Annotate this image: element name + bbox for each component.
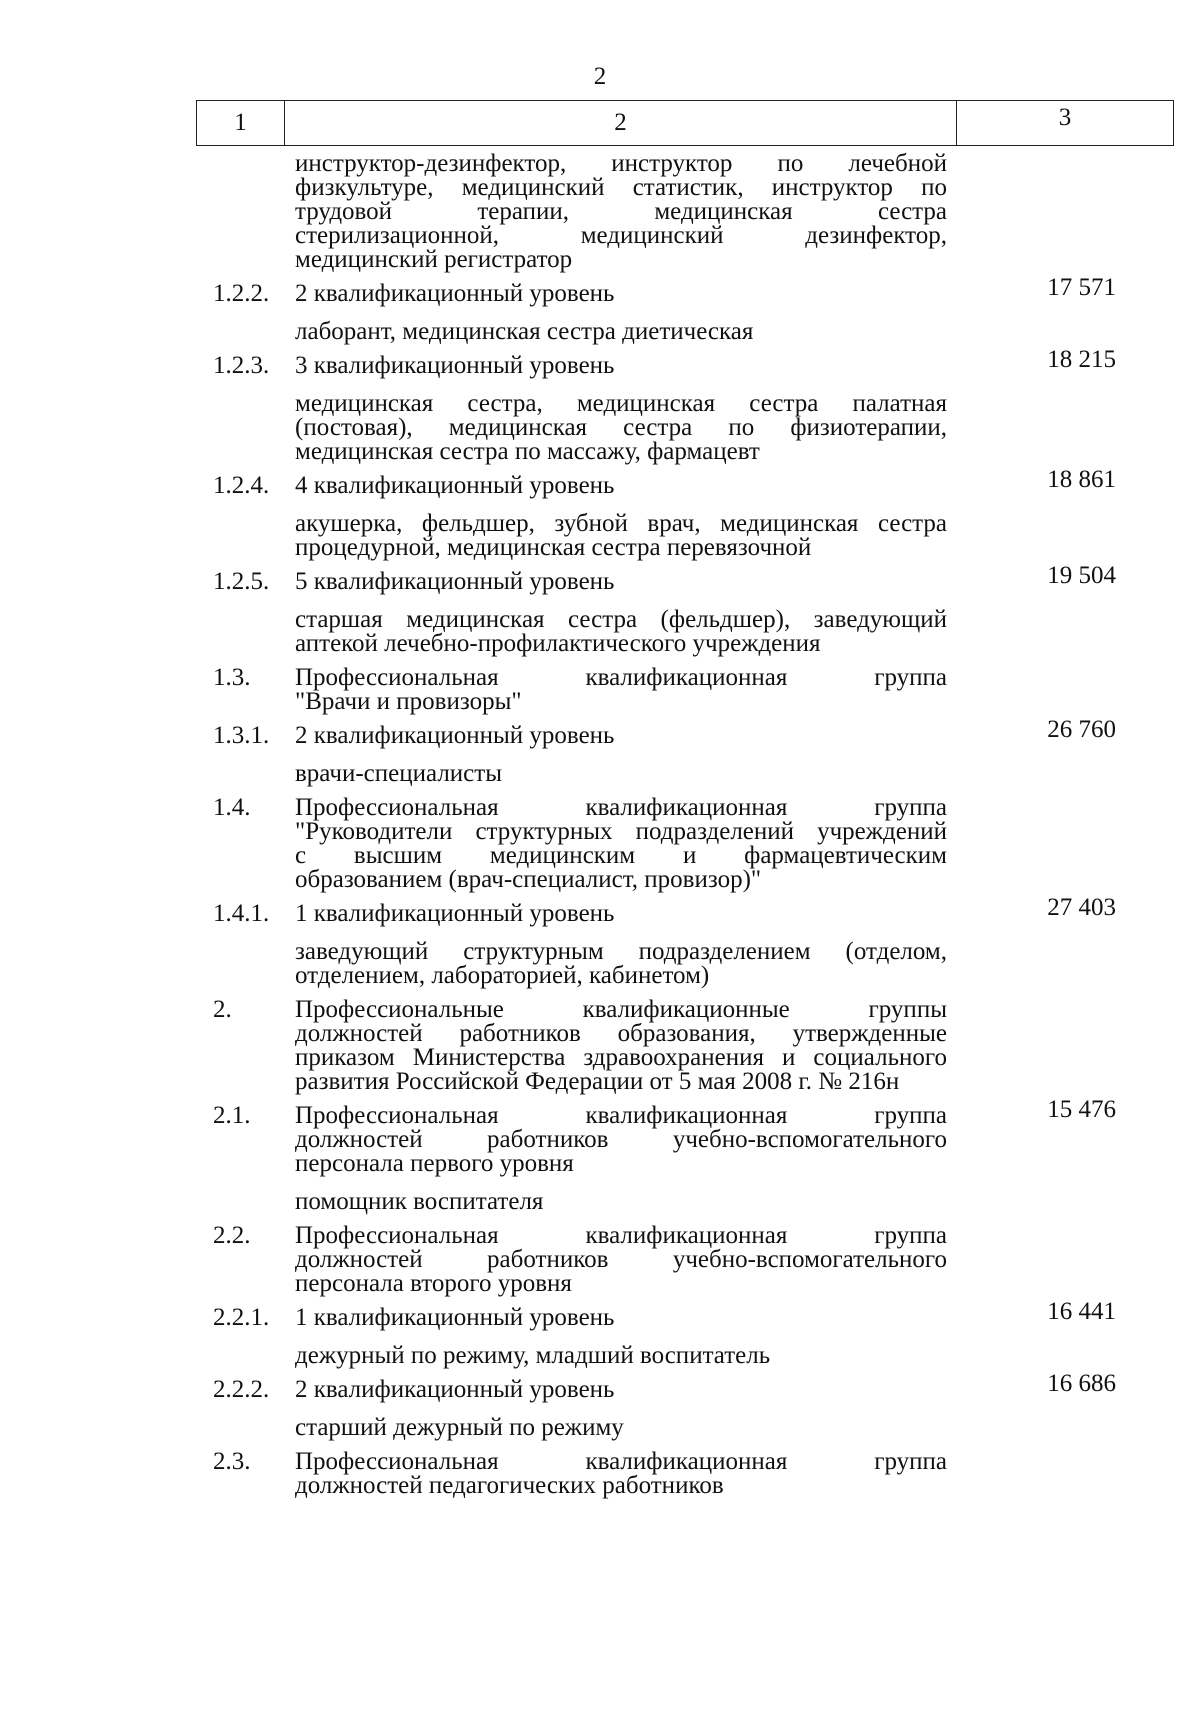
table-row: [0, 274, 1200, 345]
row-salary-value: 19 504: [1047, 562, 1116, 589]
row-salary-value: 18 861: [1047, 466, 1116, 493]
row-description: [295, 1306, 947, 1368]
table-row: [0, 1096, 1200, 1215]
row-subtitle-line: заведующий структурным подразделением (отделом,: [295, 938, 947, 965]
row-salary-value: 15 476: [1047, 1096, 1116, 1123]
row-title: 1 квалификационный уровень: [295, 1304, 615, 1331]
row-subtitle: дежурный по режиму, младший воспитатель: [295, 1342, 771, 1369]
row-title-line: "Руководители структурных подразделений учреждений: [295, 818, 947, 845]
row-description: [295, 474, 947, 560]
row-number: 2.2.2.: [213, 1376, 270, 1403]
row-title: 1 квалификационный уровень: [295, 900, 615, 927]
row-title-line: медицинский регистратор: [295, 246, 573, 273]
row-title: 2 квалификационный уровень: [295, 722, 615, 749]
row-title: 3 квалификационный уровень: [295, 352, 615, 379]
table-row: [0, 1224, 1200, 1296]
table-header: [196, 100, 1174, 146]
row-title-line: образованием (врач-специалист, провизор)": [295, 866, 762, 893]
row-title-line: трудовой терапии, медицинская сестра: [295, 198, 947, 225]
row-description: [295, 1378, 947, 1440]
row-title-line: стерилизационной, медицинский дезинфектор,: [295, 222, 947, 249]
row-number: 2.: [213, 996, 232, 1023]
row-subtitle-line: (постовая), медицинская сестра по физиотерапии,: [295, 414, 947, 441]
row-description: [295, 152, 947, 272]
row-number: 2.2.: [213, 1222, 251, 1249]
row-number: 1.3.: [213, 664, 251, 691]
row-description: [295, 570, 947, 656]
row-title-line: Профессиональная квалификационная группа: [295, 1448, 947, 1475]
table-row: [0, 1370, 1200, 1441]
row-salary-value: 18 215: [1047, 346, 1116, 373]
table-row: [0, 152, 1200, 272]
row-number: 2.1.: [213, 1102, 251, 1129]
row-subtitle-line: процедурной, медицинская сестра перевязочной: [295, 534, 812, 561]
row-number: 1.4.1.: [213, 900, 270, 927]
row-title-line: персонала первого уровня: [295, 1150, 574, 1177]
row-title-line: должностей педагогических работников: [295, 1472, 724, 1499]
row-salary-value: 17 571: [1047, 274, 1116, 301]
header-col-2: 2: [285, 101, 957, 145]
row-title-line: инструктор-дезинфектор, инструктор по лечебной: [295, 150, 947, 177]
row-title-line: должностей работников учебно-вспомогательного: [295, 1126, 947, 1153]
table-row: [0, 716, 1200, 787]
row-description: [295, 796, 947, 892]
row-description: [295, 282, 947, 344]
row-description: [295, 902, 947, 988]
row-number: 1.2.4.: [213, 472, 270, 499]
row-title-line: "Врачи и провизоры": [295, 688, 522, 715]
row-salary-value: 27 403: [1047, 894, 1116, 921]
row-title: 2 квалификационный уровень: [295, 280, 615, 307]
row-subtitle: лаборант, медицинская сестра диетическая: [295, 318, 754, 345]
table-row: [0, 562, 1200, 657]
row-number: 1.4.: [213, 794, 251, 821]
row-number: 2.3.: [213, 1448, 251, 1475]
row-title-line: должностей работников учебно-вспомогательного: [295, 1246, 947, 1273]
row-number: 1.2.2.: [213, 280, 270, 307]
header-col-1: 1: [197, 101, 285, 145]
row-description: [295, 1224, 947, 1296]
row-subtitle: старший дежурный по режиму: [295, 1414, 624, 1441]
row-title: 4 квалификационный уровень: [295, 472, 615, 499]
page-number: 2: [593, 63, 607, 90]
row-title-line: Профессиональная квалификационная группа: [295, 664, 947, 691]
header-col-3: 3: [1058, 104, 1072, 131]
table-row: [0, 998, 1200, 1094]
row-salary-value: 16 441: [1047, 1298, 1116, 1325]
row-subtitle: врачи-специалисты: [295, 760, 502, 787]
row-description: [295, 666, 947, 714]
row-title-line: развития Российской Федерации от 5 мая 2008 г. № 216н: [295, 1068, 900, 1095]
row-title-line: Профессиональная квалификационная группа: [295, 794, 947, 821]
row-title-line: персонала второго уровня: [295, 1270, 572, 1297]
row-title-line: Профессиональные квалификационные группы: [295, 996, 947, 1023]
row-title: 5 квалификационный уровень: [295, 568, 615, 595]
row-subtitle: помощник воспитателя: [295, 1188, 544, 1215]
table-row: [0, 666, 1200, 714]
table-row: [0, 796, 1200, 892]
row-title-line: физкультуре, медицинский статистик, инструктор по: [295, 174, 947, 201]
table-row: [0, 346, 1200, 465]
table-row: [0, 1450, 1200, 1498]
row-description: [295, 1104, 947, 1214]
row-title-line: с высшим медицинским и фармацевтическим: [295, 842, 947, 869]
row-title: 2 квалификационный уровень: [295, 1376, 615, 1403]
row-title-line: должностей работников образования, утвержденные: [295, 1020, 947, 1047]
row-description: [295, 354, 947, 464]
row-title-line: Профессиональная квалификационная группа: [295, 1102, 947, 1129]
row-number: 2.2.1.: [213, 1304, 270, 1331]
row-number: 1.3.1.: [213, 722, 270, 749]
row-subtitle-line: отделением, лабораторией, кабинетом): [295, 962, 710, 989]
table-row: [0, 466, 1200, 561]
table-body: [0, 152, 1200, 1508]
row-subtitle-line: медицинская сестра по массажу, фармацевт: [295, 438, 760, 465]
row-subtitle-line: аптекой лечебно-профилактического учреждения: [295, 630, 821, 657]
row-description: [295, 1450, 947, 1498]
row-subtitle-line: старшая медицинская сестра (фельдшер), заведующий: [295, 606, 947, 633]
table-row: [0, 1298, 1200, 1369]
row-subtitle-line: акушерка, фельдшер, зубной врач, медицинская сестра: [295, 510, 947, 537]
row-salary-value: 26 760: [1047, 716, 1116, 743]
row-description: [295, 724, 947, 786]
table-row: [0, 894, 1200, 989]
row-subtitle-line: медицинская сестра, медицинская сестра палатная: [295, 390, 947, 417]
row-number: 1.2.3.: [213, 352, 270, 379]
row-title-line: Профессиональная квалификационная группа: [295, 1222, 947, 1249]
row-description: [295, 998, 947, 1094]
row-title-line: приказом Министерства здравоохранения и социального: [295, 1044, 947, 1071]
row-number: 1.2.5.: [213, 568, 270, 595]
row-salary-value: 16 686: [1047, 1370, 1116, 1397]
